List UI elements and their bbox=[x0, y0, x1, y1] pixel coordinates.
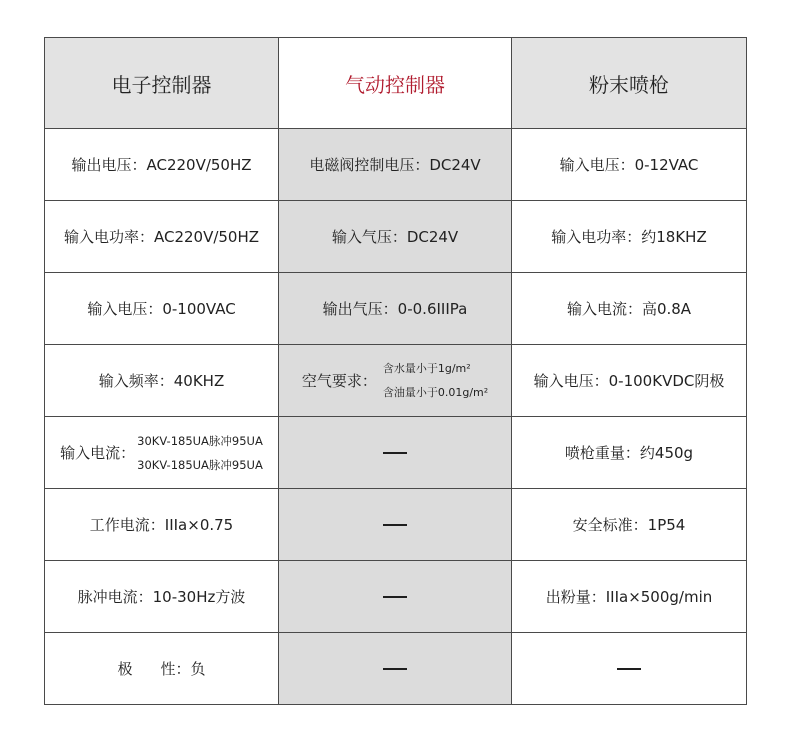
cell-input-air-pressure: 输入气压：DC24V bbox=[279, 201, 512, 273]
cell-gun-input-power: 输入电功率：约18KHZ bbox=[512, 201, 747, 273]
table-row bbox=[45, 489, 747, 561]
cell-input-current bbox=[45, 417, 279, 489]
header-pneumatic-controller: 气动控制器 bbox=[279, 38, 512, 129]
cell-gun-weight: 喷枪重量：约450g bbox=[512, 417, 747, 489]
cell-pulse-current: 脉冲电流：10-30Hz方波 bbox=[45, 561, 279, 633]
cell-gun-voltage-cathode: 输入电压：0-100KVDC阴极 bbox=[512, 345, 747, 417]
cell-gun-input-voltage: 输入电压：0-12VAC bbox=[512, 129, 747, 201]
air-requirement-label: 空气要求： bbox=[301, 372, 377, 390]
dash-icon bbox=[383, 452, 407, 454]
input-current-label: 输入电流： bbox=[60, 444, 136, 462]
air-requirement-values bbox=[383, 357, 488, 405]
cell-input-frequency: 输入频率：40KHZ bbox=[45, 345, 279, 417]
cell-input-voltage: 输入电压：0-100VAC bbox=[45, 273, 279, 345]
table-row bbox=[45, 633, 747, 705]
water-content-line: 含水量小于1g/m² bbox=[382, 361, 471, 375]
cell-gun-input-current: 输入电流：高0.8A bbox=[512, 273, 747, 345]
table-row bbox=[45, 129, 747, 201]
header-powder-spray-gun: 粉末喷枪 bbox=[512, 38, 747, 129]
cell-output-air-pressure: 输出气压：0-0.6IIIPa bbox=[279, 273, 512, 345]
cell-safety-standard: 安全标准：1P54 bbox=[512, 489, 747, 561]
cell-empty bbox=[279, 561, 512, 633]
input-current-values bbox=[137, 429, 263, 477]
header-row bbox=[45, 38, 747, 129]
header-electronic-controller: 电子控制器 bbox=[45, 38, 279, 129]
table-row bbox=[45, 561, 747, 633]
cell-empty bbox=[279, 417, 512, 489]
cell-working-current: 工作电流：IIIa×0.75 bbox=[45, 489, 279, 561]
dash-icon bbox=[383, 668, 407, 670]
cell-input-power: 输入电功率：AC220V/50HZ bbox=[45, 201, 279, 273]
polarity-label-2: 性：负 bbox=[160, 660, 206, 678]
cell-empty bbox=[279, 633, 512, 705]
cell-empty bbox=[279, 489, 512, 561]
input-current-line-1: 30KV-185UA脉冲95UA bbox=[137, 433, 263, 448]
table-row bbox=[45, 345, 747, 417]
spec-table bbox=[44, 37, 747, 705]
cell-polarity bbox=[45, 633, 279, 705]
table-row bbox=[45, 273, 747, 345]
cell-solenoid-voltage: 电磁阀控制电压：DC24V bbox=[279, 129, 512, 201]
table-row bbox=[45, 201, 747, 273]
table-row bbox=[45, 417, 747, 489]
polarity-label-1: 极 bbox=[117, 660, 133, 678]
cell-empty bbox=[512, 633, 747, 705]
dash-icon bbox=[383, 524, 407, 526]
dash-icon bbox=[383, 596, 407, 598]
oil-content-line: 含油量小于0.01g/m² bbox=[382, 385, 489, 399]
cell-powder-output: 出粉量：IIIa×500g/min bbox=[512, 561, 747, 633]
cell-air-requirement bbox=[279, 345, 512, 417]
input-current-line-2: 30KV-185UA脉冲95UA bbox=[137, 457, 263, 472]
cell-output-voltage: 输出电压：AC220V/50HZ bbox=[45, 129, 279, 201]
dash-icon bbox=[617, 668, 641, 670]
